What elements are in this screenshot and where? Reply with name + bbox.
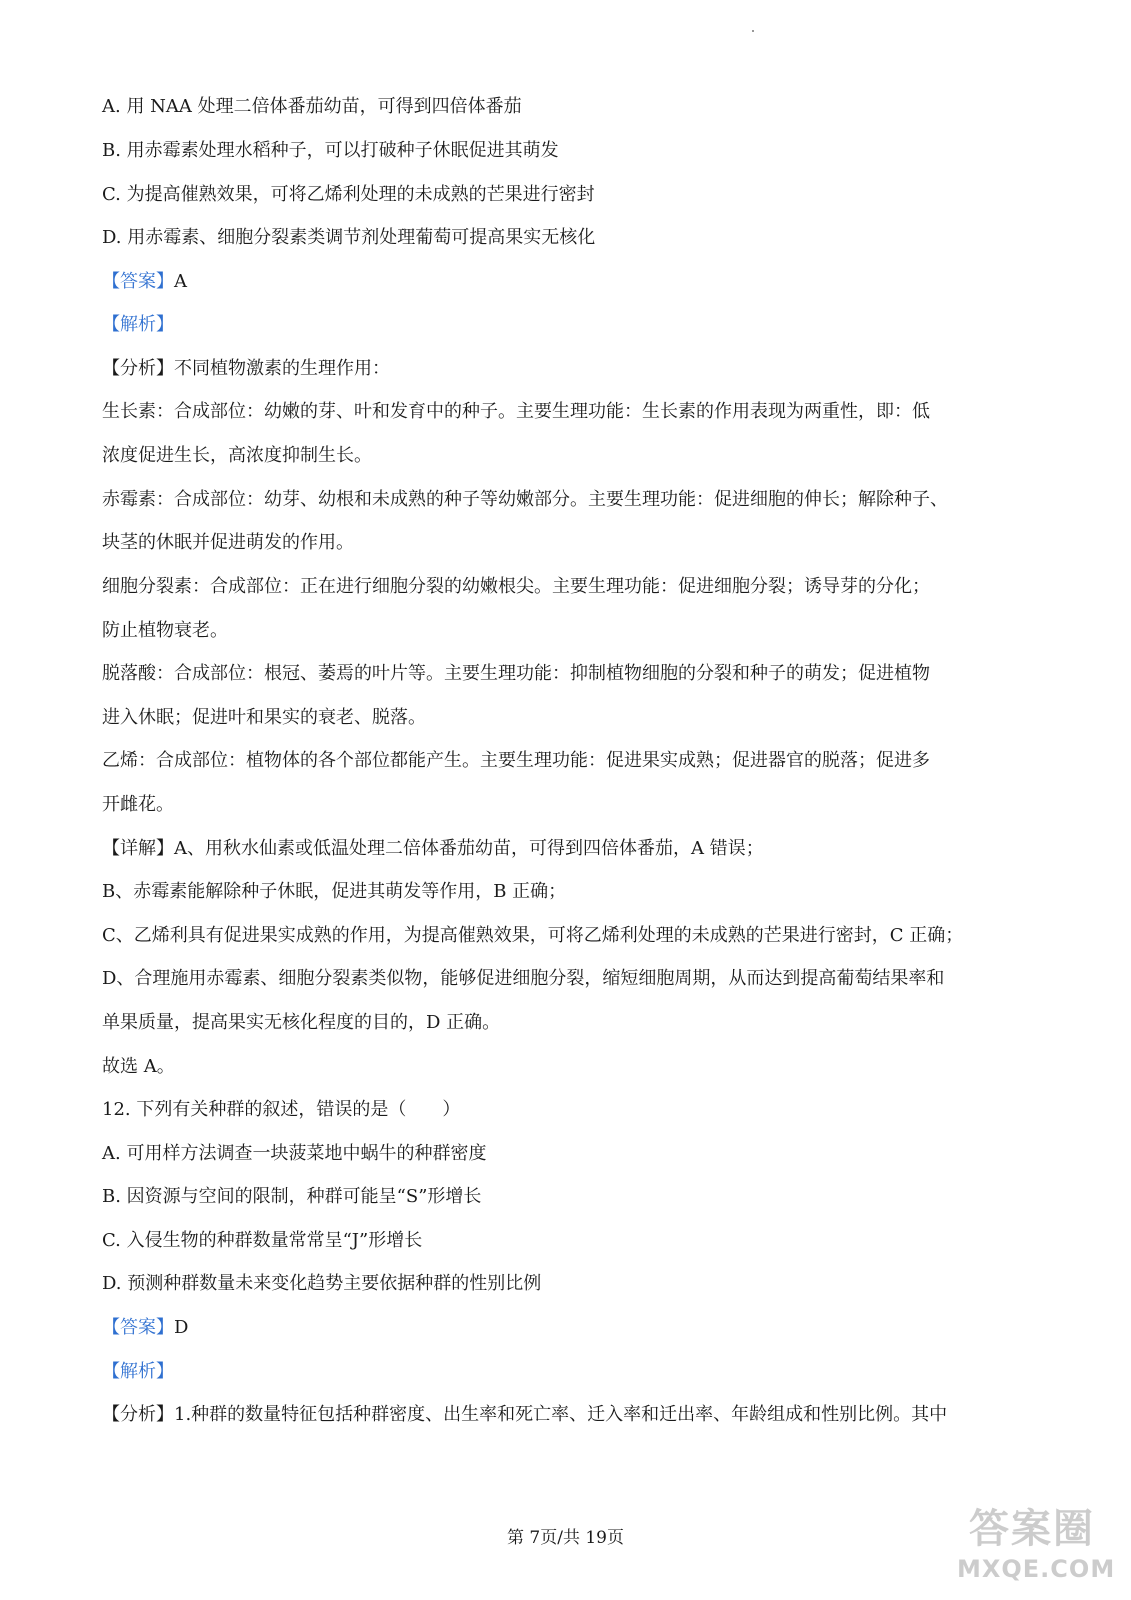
- q11-option-d: D. 用赤霉素、细胞分裂素类调节剂处理葡萄可提高果实无核化: [102, 227, 596, 248]
- q11-detail-c: C、乙烯利具有促进果实成熟的作用，为提高催熟效果，可将乙烯利处理的未成熟的芒果进行密封，C 正确；: [102, 925, 964, 946]
- answer-tag: 【答案】: [102, 271, 174, 292]
- analysis-tag: 【解析】: [102, 1361, 174, 1382]
- q11-conclusion: 故选 A。: [102, 1056, 175, 1077]
- cytokinin-line-1: 细胞分裂素：合成部位：正在进行细胞分裂的幼嫩根尖。主要生理功能：促进细胞分裂；诱导芽的分化；: [102, 576, 930, 597]
- answer-value: D: [174, 1317, 189, 1338]
- q12-answer-line: [102, 1316, 188, 1340]
- q11-detail-d-1: D、合理施用赤霉素、细胞分裂素类似物，能够促进细胞分裂，缩短细胞周期，从而达到提高葡萄结果率和: [102, 968, 945, 989]
- detail-tag: 【详解】: [102, 838, 174, 859]
- page-number-footer: 第 7页/共 19页: [507, 1528, 624, 1548]
- watermark-logo: [957, 1504, 1116, 1594]
- q11-option-a: A. 用 NAA 处理二倍体番茄幼苗，可得到四倍体番茄: [102, 96, 522, 117]
- q12-analysis-line: [102, 1360, 174, 1384]
- analysis-tag: 【解析】: [102, 314, 174, 335]
- fenxi-text: 1.种群的数量特征包括种群密度、出生率和死亡率、迁入率和迁出率、年龄组成和性别比例。其中: [174, 1404, 948, 1425]
- watermark-logo-text: 答案圈: [969, 1506, 1095, 1552]
- fenxi-tag: 【分析】: [102, 358, 174, 379]
- fenxi-tag: 【分析】: [102, 1404, 174, 1425]
- q12-option-d: D. 预测种群数量未来变化趋势主要依据种群的性别比例: [102, 1273, 542, 1294]
- ethylene-line-1: 乙烯：合成部位：植物体的各个部位都能产生。主要生理功能：促进果实成熟；促进器官的脱落；促进多: [102, 750, 930, 771]
- q11-detail-a-line: [102, 837, 764, 861]
- gibberellin-line-2: 块茎的休眠并促进萌发的作用。: [102, 532, 354, 553]
- q11-option-b: B. 用赤霉素处理水稻种子，可以打破种子休眠促进其萌发: [102, 140, 559, 161]
- q12-fenxi-line: [102, 1403, 947, 1427]
- aba-line-1: 脱落酸：合成部位：根冠、萎焉的叶片等。主要生理功能：抑制植物细胞的分裂和种子的萌发；促进植物: [102, 663, 930, 684]
- q12-stem: 12. 下列有关种群的叙述，错误的是（ ）: [102, 1099, 461, 1120]
- q11-detail-d-2: 单果质量，提高果实无核化程度的目的，D 正确。: [102, 1012, 501, 1033]
- fenxi-text: 不同植物激素的生理作用：: [174, 358, 390, 379]
- detail-a-text: A、用秋水仙素或低温处理二倍体番茄幼苗，可得到四倍体番茄，A 错误；: [174, 838, 764, 859]
- cytokinin-line-2: 防止植物衰老。: [102, 620, 228, 641]
- q11-answer-line: [102, 270, 187, 294]
- gibberellin-line-1: 赤霉素：合成部位：幼芽、幼根和未成熟的种子等幼嫩部分。主要生理功能：促进细胞的伸长；解除种子、: [102, 489, 948, 510]
- answer-tag: 【答案】: [102, 1317, 174, 1338]
- ethylene-line-2: 开雌花。: [102, 794, 174, 815]
- auxin-line-2: 浓度促进生长，高浓度抑制生长。: [102, 445, 372, 466]
- aba-line-2: 进入休眠；促进叶和果实的衰老、脱落。: [102, 707, 426, 728]
- q11-option-c: C. 为提高催熟效果，可将乙烯利处理的未成熟的芒果进行密封: [102, 184, 595, 205]
- auxin-line-1: 生长素：合成部位：幼嫩的芽、叶和发育中的种子。主要生理功能：生长素的作用表现为两重性，即：低: [102, 401, 930, 422]
- scan-speck: [752, 30, 754, 32]
- q11-detail-b: B、赤霉素能解除种子休眠，促进其萌发等作用，B 正确；: [102, 881, 567, 902]
- q12-option-b: B. 因资源与空间的限制，种群可能呈“S”形增长: [102, 1186, 482, 1207]
- q11-fenxi-line: [102, 357, 390, 381]
- q12-option-a: A. 可用样方法调查一块菠菜地中蜗牛的种群密度: [102, 1143, 487, 1164]
- answer-value: A: [174, 271, 187, 292]
- q12-option-c: C. 入侵生物的种群数量常常呈“J”形增长: [102, 1230, 423, 1251]
- q11-analysis-line: [102, 313, 174, 337]
- watermark-url-text: MXQE.COM: [957, 1555, 1116, 1583]
